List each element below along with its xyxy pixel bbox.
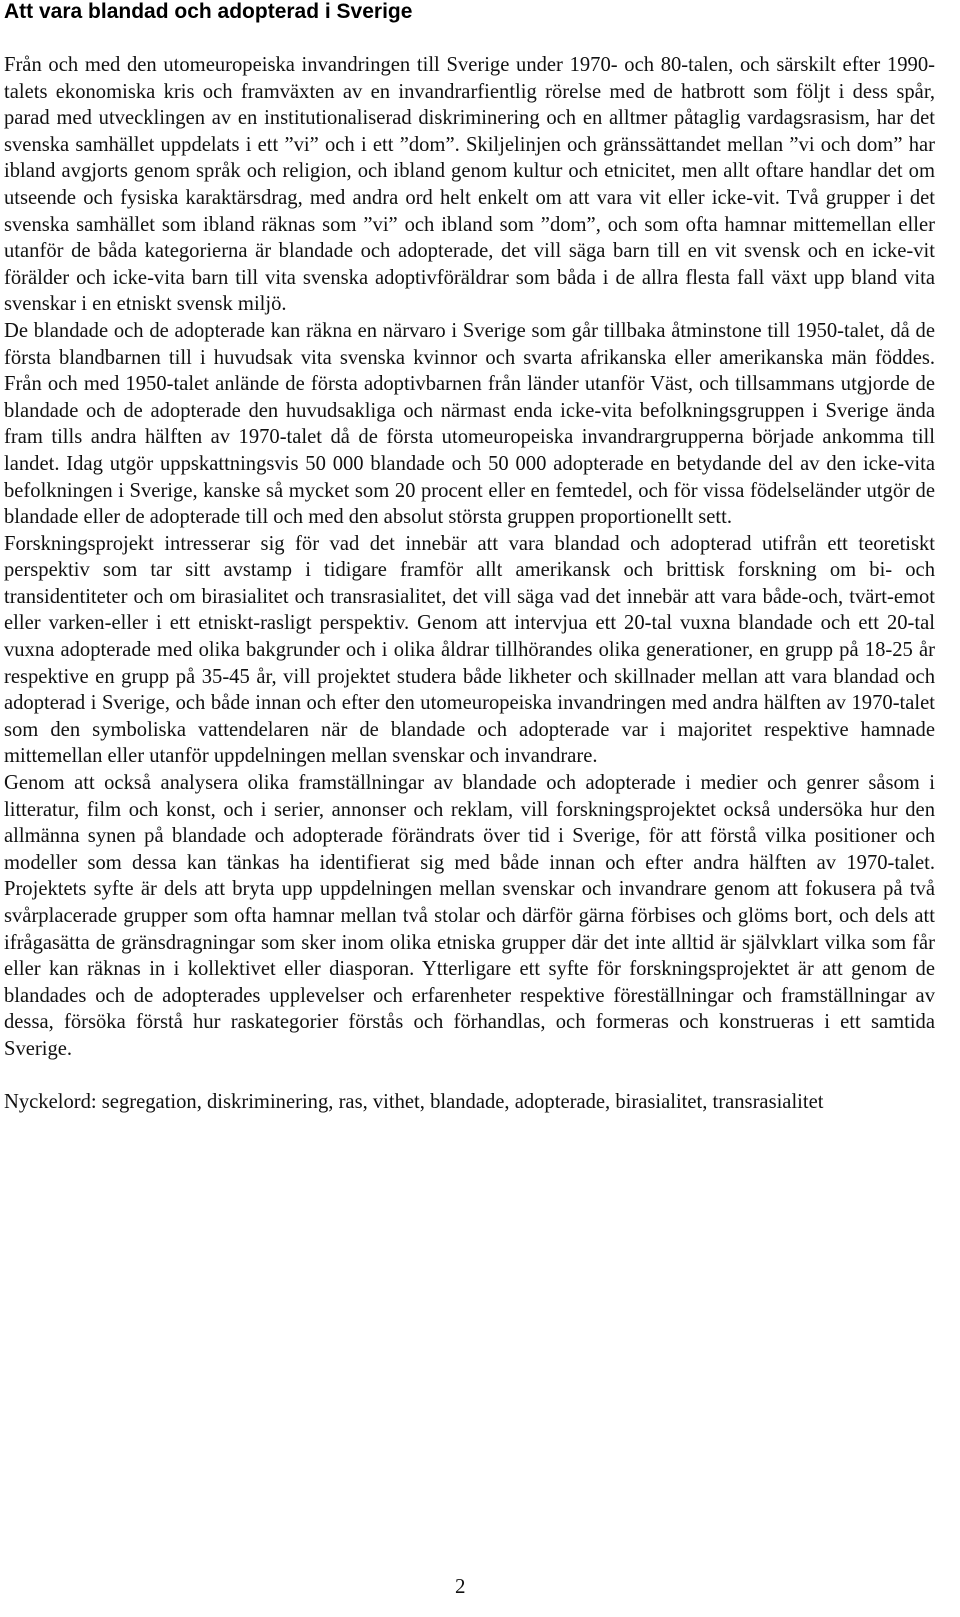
paragraph-2: De blandade och de adopterade kan räkna en närvaro i Sverige som går tillbaka åtminstone till 1950-talet, då de första blandbarnen till i huvudsak vita svenska kvinnor och svarta afrikanska eller amerikanska män föddes. Från och med 1950-talet anlände de första adoptivbarnen från länder utanför Väst, och tillsammans utgjorde de blandade och de adopterade den huvudsakliga och närmast enda icke-vita befolkningsgruppen i Sverige ända fram tills andra hälften av 1970-talet då de första utomeuropeiska invandrargrupperna började ankomma till landet. Idag utgör uppskattningsvis 50 000 blandade och 50 000 adopterade en betydande del av den icke-vita befolkningen i Sverige, kanske så mycket som 20 procent eller en femtedel, och för vissa födelseländer utgör de blandade eller de adopterade till och med den absolut största gruppen proportionellt sett.	[4, 319, 935, 529]
document-title: Att vara blandad och adopterad i Sverige	[4, 0, 413, 23]
paragraph-1: Från och med den utomeuropeiska invandringen till Sverige under 1970- och 80-talen, och särskilt efter 1990-talets ekonomiska kris och framväxten av en invandrarfientlig rörelse med de hatbrott som följt i dess spår, parad med utvecklingen av en institutionaliserad diskriminering och en alltmer påtaglig vardagsrasism, har det svenska samhället uppdelats i ett ”vi” och i ett ”dom”. Skiljelinjen och gränssättandet mellan ”vi och dom” har ibland avgjorts genom språk och religion, och ibland genom kultur och etnicitet, men allt oftare handlar det om utseende och fysiska karaktärsdrag, med andra ord helt enkelt om att vara vit eller icke-vit. Två grupper i det svenska samhället som ibland räknas som ”vi” och ibland som ”dom”, och som ofta hamnar mittemellan eller utanför de båda kategorierna är blandade och adopterade, det vill säga barn till en vit svensk och en icke-vit förälder och icke-vita barn till vita svenska adoptivföräldrar som båda i de allra flesta fall växt upp bland vita svenskar i en etniskt svensk miljö.	[4, 54, 935, 316]
paragraph-3: Forskningsprojekt intresserar sig för vad det innebär att vara blandad och adopterad utifrån ett teoretiskt perspektiv som tar sitt avstamp i tidigare framför allt amerikansk och brittisk forskning om bi- och transidentiteter och om birasialitet och transrasialitet, det vill säga vad det innebär att vara både-och, tvärt-emot eller varken-eller i ett etniskt-rasligt perspektiv. Genom att intervjua ett 20-tal vuxna blandade och ett 20-tal vuxna adopterade med olika bakgrunder och i olika åldrar tillhörandes olika generationer, en grupp på 18-25 år respektive en grupp på 35-45 år, vill projektet studera både likheter och skillnader mellan att vara blandad och adopterad i Sverige, och både innan och efter den utomeuropeiska invandringen med andra hälften av 1970-talet som den symboliska vattendelaren när de blandade och adopterade var i majoritet respektive hamnade mittemellan eller utanför uppdelningen mellan svenskar och invandrare.	[4, 532, 935, 768]
paragraph-4: Genom att också analysera olika framställningar av blandade och adopterade i medier och genrer såsom i litteratur, film och konst, och i serier, annonser och reklam, vill forskningsprojektet också undersöka hur den allmänna synen på blandade och adopterade förändrats över tid i Sverige, för att förstå vilka positioner och modeller som dessa kan tänkas ha identifierat sig med både innan och efter andra hälften av 1970-talet. Projektets syfte är dels att bryta upp uppdelningen mellan svenskar och invandrare genom att fokusera på två svårplacerade grupper som ofta hamnar mellan två stolar och därför gärna förbises och glöms bort, och dels att ifrågasätta de gränsdragningar som sker inom olika etniska grupper där det inte alltid är självklart vilka som får eller kan räknas in i kollektivet eller diasporan. Ytterligare ett syfte för forskningsprojektet är att genom de blandades och de adopterades upplevelser och erfarenheter respektive föreställningar och framställningar av dessa, försöka förstå hur raskategorier förstås och förhandlas, och formeras och konstrueras i ett samtida Sverige.	[4, 772, 935, 1060]
page-number: 2	[455, 1574, 466, 1598]
keywords: Nyckelord: segregation, diskriminering, ras, vithet, blandade, adopterade, birasialitet, transrasialitet	[4, 1090, 824, 1113]
body-text	[4, 52, 935, 1063]
